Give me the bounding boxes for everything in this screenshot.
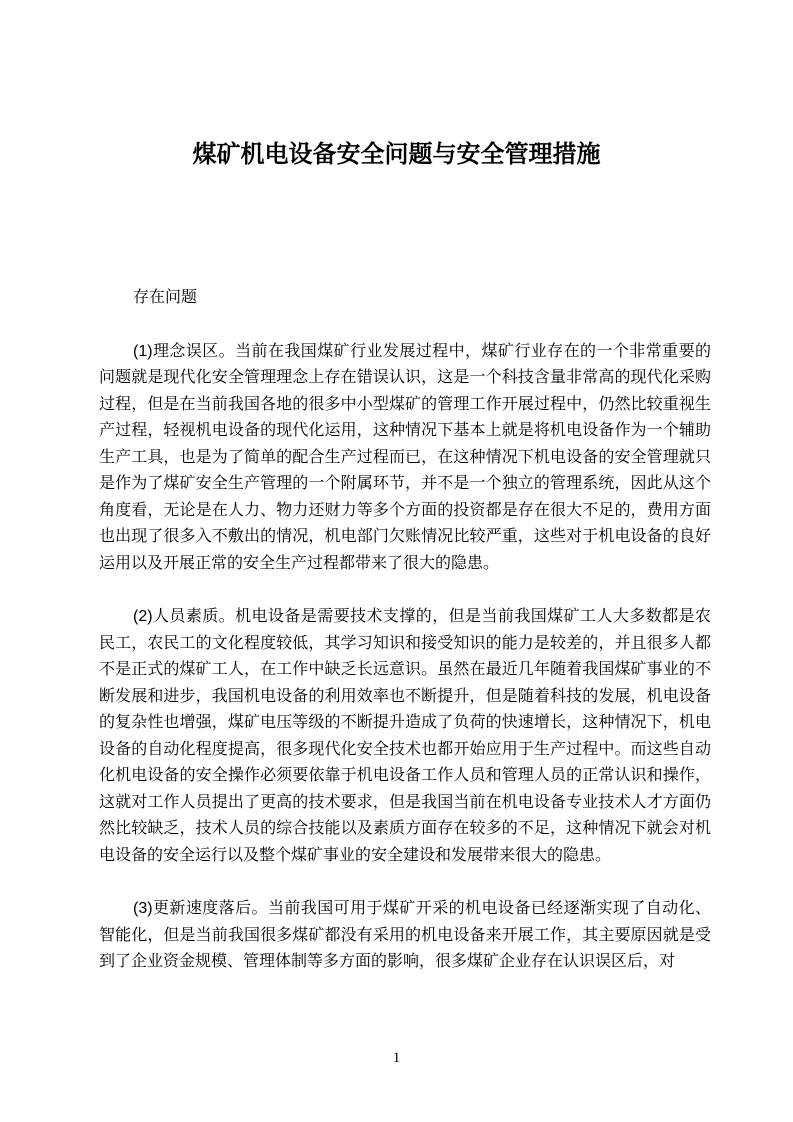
page-number: 1 xyxy=(392,1050,401,1066)
paragraph-concept-misunderstanding: (1)理念误区。当前在我国煤矿行业发展过程中，煤矿行业存在的一个非常重要的问题就是现代化安全管理理念上存在错误认识，这是一个科技含量非常高的现代化采购过程，但是在当前我国各地的很多中小型煤矿的管理工作开展过程中，仍然比较重视生产过程，轻视机电设备的现代化运用，这种情况下基本上就是将机电设备作为一个辅助生产工具，也是为了简单的配合生产过程而已，在这种情况下机电设备的安全管理就只是作为了煤矿安全生产管理的一个附属环节，并不是一个独立的管理系统，因此从这个角度看，无论是在人力、物力还财力等多个方面的投资都是存在很大不足的，费用方面也出现了很多入不敷出的情况，机电部门欠账情况比较严重，这些对于机电设备的良好运用以及开展正常的安全生产过程都带来了很大的隐患。 xyxy=(99,342,711,572)
document-title: 煤矿机电设备安全问题与安全管理措施 xyxy=(192,141,601,168)
section-heading: 存在问题 xyxy=(133,289,198,306)
paragraph-personnel-quality: (2)人员素质。机电设备是需要技术支撑的，但是当前我国煤矿工人大多数都是农民工，农民工的文化程度较低，其学习知识和接受知识的能力是较差的，并且很多人都不是正式的煤矿工人，在工作中缺乏长远意识。虽然在最近几年随着我国煤矿事业的不断发展和进步，我国机电设备的利用效率也不断提升，但是随着科技的发展，机电设备的复杂性也增强，煤矿电压等级的不断提升造成了负荷的快速增长，这种情况下，机电设备的自动化程度提高，很多现代化安全技术也都开始应用于生产过程中。而这些自动化机电设备的安全操作必须要依靠于机电设备工作人员和管理人员的正常认识和操作，这就对工作人员提出了更高的技术要求，但是我国当前在机电设备专业技术人才方面仍然比较缺乏，技术人员的综合技能以及素质方面存在较多的不足，这种情况下就会对机电设备的安全运行以及整个煤矿事业的安全建设和发展带来很大的隐患。 xyxy=(99,608,711,864)
paragraph-update-lag: (3)更新速度落后。当前我国可用于煤矿开采的机电设备已经逐渐实现了自动化、智能化，但是当前我国很多煤矿都没有采用的机电设备来开展工作，其主要原因就是受到了企业资金规模、管理体制等多方面的影响，很多煤矿企业存在认识误区后，对 xyxy=(99,900,711,970)
document-body xyxy=(99,285,711,976)
